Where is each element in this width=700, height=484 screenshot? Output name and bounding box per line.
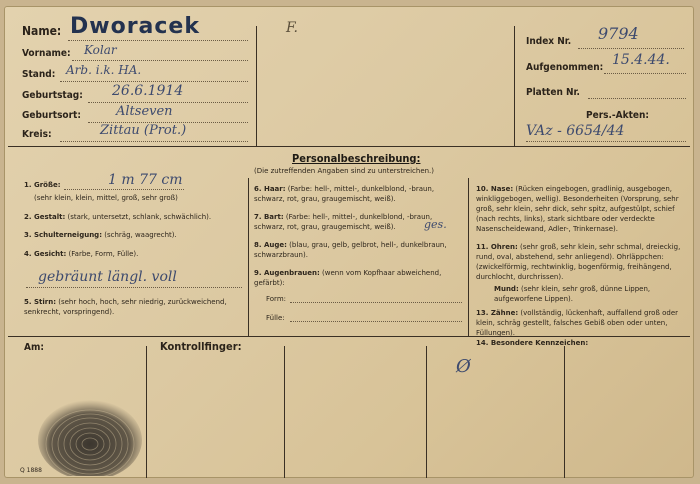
- index-card: [4, 6, 694, 478]
- form-label: Form:: [266, 295, 286, 303]
- stand-value: Arb. i.k. HA.: [66, 63, 142, 77]
- groesse-value: 1 m 77 cm: [108, 172, 183, 188]
- rule-v-header-left: [256, 26, 257, 146]
- kennzeichen-head: 14. Besondere Kennzeichen:: [476, 339, 589, 347]
- fingerprint-impression: [34, 394, 146, 476]
- geburtsort-value: Altseven: [116, 104, 173, 119]
- ohren-head: 11. Ohren:: [476, 243, 518, 251]
- fuelle-underline: [290, 321, 462, 322]
- augenbrauen-text: (wenn vom Kopfhaar abweichend, gefärbt):: [254, 269, 442, 287]
- rule-v-finger3: [426, 346, 427, 478]
- geburtstag-label: Geburtstag:: [22, 90, 83, 101]
- vorname-value: Kolar: [84, 43, 117, 57]
- stand-label: Stand:: [22, 69, 56, 80]
- persakten-label: Pers.-Akten:: [586, 110, 649, 121]
- kreis-value: Zittau (Prot.): [100, 123, 187, 138]
- groesse-underline: [64, 189, 184, 190]
- rule-header-bottom: [8, 146, 690, 147]
- zaehne-text: (vollständig, lückenhaft, auffallend groß oder klein, schräg gestellt, falsches Gebiß oben oder unten, Füllungen).: [476, 309, 679, 337]
- gestalt-text: (stark, untersetzt, schlank, schwächlich).: [67, 213, 212, 221]
- augenbrauen-head: 9. Augenbrauen:: [254, 269, 320, 277]
- item-nase: [476, 184, 688, 234]
- gesicht-underline: [26, 287, 242, 288]
- item-kennzeichen: [476, 338, 688, 348]
- stand-underline: [60, 81, 248, 82]
- ohren-text: (sehr groß, sehr klein, sehr schmal, dreieckig, rund, oval, abstehend, sehr anliegend). Ohrläppchen: (zwickelförmig, rechtwinklig, bogenförmig, freihängend, durchlocht, durchrissen).: [476, 243, 681, 281]
- gesicht-text: (Farbe, Form, Fülle).: [68, 250, 139, 258]
- item-augen: [254, 240, 464, 260]
- schulter-head: 3. Schulterneigung:: [24, 231, 102, 239]
- mark-f: F.: [286, 20, 298, 36]
- kontrollfinger-label: Kontrollfinger:: [160, 340, 242, 353]
- rule-v-col1: [248, 178, 249, 336]
- rule-v-finger4: [564, 346, 565, 478]
- rule-v-header-right: [514, 26, 515, 146]
- rule-v-finger2: [284, 346, 285, 478]
- groesse-head: 1. Größe:: [24, 181, 61, 189]
- item-schulter: [24, 230, 246, 240]
- augen-head: 8. Auge:: [254, 241, 287, 249]
- stirn-head: 5. Stirn:: [24, 298, 56, 306]
- gesicht-head: 4. Gesicht:: [24, 250, 67, 258]
- platten-label: Platten Nr.: [526, 87, 580, 98]
- index-label: Index Nr.: [526, 36, 572, 47]
- zaehne-head: 13. Zähne:: [476, 309, 519, 317]
- kreis-label: Kreis:: [22, 129, 52, 140]
- bart-value: ges.: [424, 218, 447, 231]
- name-underline: [68, 40, 248, 41]
- geburtsort-label: Geburtsort:: [22, 110, 81, 121]
- personal-title: Personalbeschreibung:: [292, 152, 421, 165]
- persakten-value: VAz - 6654/44: [526, 123, 625, 139]
- vorname-label: Vorname:: [22, 48, 71, 59]
- geburtstag-value: 26.6.1914: [112, 83, 184, 99]
- schulter-text: (schräg, waagrecht).: [104, 231, 177, 239]
- haar-text: (Farbe: hell-, mittel-, dunkelblond, -braun, schwarz, rot, grau, graugemischt, weiß).: [254, 185, 435, 203]
- item-gesicht: [24, 249, 246, 259]
- form-underline: [290, 302, 462, 303]
- haar-head: 6. Haar:: [254, 185, 286, 193]
- augen-text: (blau, grau, gelb, gelbrot, hell-, dunkelbraun, schwarzbraun).: [254, 241, 447, 259]
- aufgenommen-underline: [604, 73, 686, 74]
- bart-head: 7. Bart:: [254, 213, 284, 221]
- item-stirn: [24, 297, 246, 317]
- kreis-underline: [60, 141, 248, 142]
- groesse-text: (sehr klein, klein, mittel, groß, sehr groß): [34, 194, 178, 202]
- item-zaehne: [476, 308, 688, 338]
- index-value: 9794: [598, 24, 639, 43]
- gesicht-value: gebräunt längl. voll: [38, 269, 177, 285]
- form-code: Q 1888: [20, 467, 42, 474]
- geburtstag-underline: [88, 102, 248, 103]
- gestalt-head: 2. Gestalt:: [24, 213, 66, 221]
- persakten-underline: [526, 141, 686, 142]
- nase-text: (Rücken eingebogen, gradlinig, ausgebogen, winkliggebogen, wellig). Besonderheiten (Vorsprung, sehr groß, sehr klein, sehr dick, sehr spitz, aufgestülpt, schief (nach rechts, links), stark sichtbare oder verdeckte Nasenscheidewand, Adler-, Trinkernase).: [476, 185, 679, 233]
- vorname-underline: [72, 60, 248, 61]
- name-label: Name:: [22, 24, 62, 38]
- stirn-text: (sehr hoch, hoch, sehr niedrig, zurückweichend, senkrecht, vorspringend).: [24, 298, 227, 316]
- index-underline: [578, 48, 684, 49]
- nase-head: 10. Nase:: [476, 185, 514, 193]
- bart-text: (Farbe: hell-, mittel-, dunkelblond, -braun, schwarz, rot, grau, graugemischt, weiß).: [254, 213, 433, 231]
- mund-text: (sehr klein, sehr groß, dünne Lippen, aufgeworfene Lippen).: [494, 285, 651, 303]
- aufgenommen-label: Aufgenommen:: [526, 62, 604, 73]
- item-mund: [494, 284, 688, 304]
- aufgenommen-value: 15.4.44.: [612, 52, 670, 68]
- personal-subtitle: (Die zutreffenden Angaben sind zu unterstreichen.): [254, 167, 435, 175]
- item-ohren: [476, 242, 688, 282]
- kennzeichen-value: Ø: [456, 356, 471, 377]
- item-gestalt: [24, 212, 246, 222]
- platten-underline: [588, 98, 686, 99]
- item-augenbrauen: [254, 268, 464, 288]
- rule-v-finger1: [146, 346, 147, 478]
- rule-v-col2: [468, 178, 469, 336]
- item-haar: [254, 184, 464, 204]
- fuelle-label: Fülle:: [266, 314, 285, 322]
- surname-value: Dworacek: [70, 14, 200, 39]
- mund-head: Mund:: [494, 285, 519, 293]
- am-label: Am:: [24, 342, 44, 353]
